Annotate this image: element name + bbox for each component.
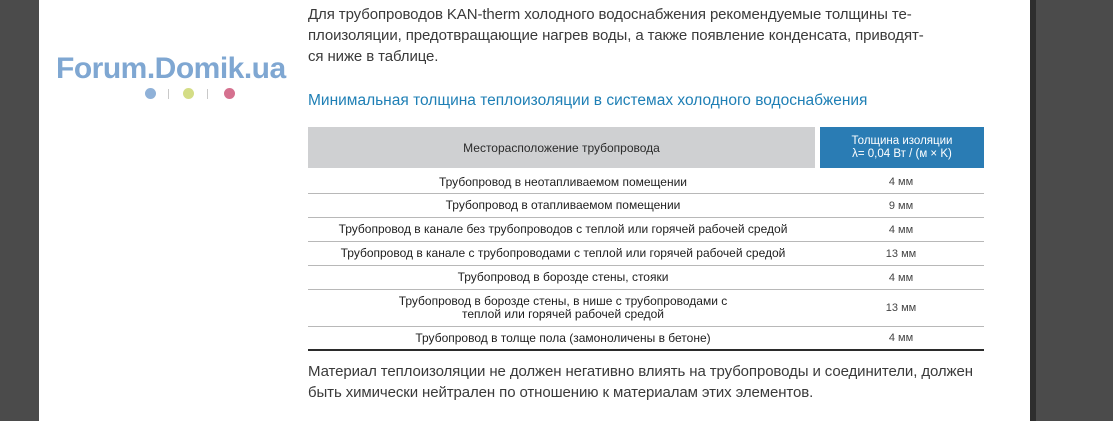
- row-location: Трубопровод в канале без трубопроводов с теплой или горячей рабочей средой: [338, 222, 788, 236]
- header-location: Месторасположение трубопровода: [308, 127, 815, 168]
- table-row: [308, 194, 984, 218]
- row-location: Трубопровод в борозде стены, стояки: [457, 270, 669, 284]
- forum-watermark-logo: Forum.Domik.ua: [56, 52, 286, 85]
- watermark-dot-blue: [145, 88, 156, 99]
- table-header: [308, 127, 984, 168]
- watermark-dot-pink: [224, 88, 235, 99]
- row-location: Трубопровод в отапливаемом помещении: [445, 198, 681, 212]
- watermark-separator: [168, 89, 169, 99]
- footer-paragraph: [308, 361, 998, 403]
- header-insulation-title: Толщина изоляции: [851, 134, 953, 147]
- table-row: [308, 290, 984, 327]
- intro-line-1: Для трубопроводов KAN-therm холодного водоснабжения рекомендуемые толщины те-: [308, 6, 912, 23]
- row-thickness: 4 мм: [888, 271, 914, 284]
- row-location: Трубопровод в толще пола (замоноличены в бетоне): [415, 330, 711, 345]
- row-location: Трубопровод в неотапливаемом помещении: [438, 174, 687, 189]
- table-row: [308, 327, 984, 351]
- row-thickness: 13 мм: [885, 302, 917, 314]
- section-title: Минимальная толщина теплоизоляции в системах холодного водоснабжения: [308, 92, 868, 109]
- footer-line-2: быть химически нейтрален по отношению к материалам этих элементов.: [308, 384, 814, 401]
- watermark-separator: [207, 89, 208, 99]
- page-edge-shadow: [1030, 0, 1036, 421]
- table-row: [308, 218, 984, 242]
- table-row: [308, 242, 984, 266]
- table-row: [308, 266, 984, 290]
- watermark-dot-green: [183, 88, 194, 99]
- footer-line-1: Материал теплоизоляции не должен негативно влиять на трубопроводы и соединители, должен: [308, 363, 973, 380]
- row-thickness: 4 мм: [888, 223, 914, 236]
- intro-line-2: плоизоляции, предотвращающие нагрев воды, а также появление конденсата, приводят-: [308, 27, 924, 44]
- document-page: [39, 0, 1030, 421]
- intro-line-3: ся ниже в таблице.: [308, 48, 439, 65]
- row-thickness: 4 мм: [888, 176, 914, 188]
- row-location: Трубопровод в канале с трубопроводами с теплой или горячей рабочей средой: [340, 246, 786, 260]
- row-thickness: 4 мм: [888, 332, 914, 344]
- header-insulation: [820, 127, 984, 168]
- row-thickness: 13 мм: [885, 247, 917, 260]
- table-row: [308, 171, 984, 194]
- intro-paragraph: [308, 4, 948, 67]
- header-insulation-unit: λ= 0,04 Вт / (м × K): [852, 147, 952, 160]
- row-location: Трубопровод в борозде стены, в нише с трубопроводами с теплой или горячей рабочей средой: [398, 294, 728, 321]
- row-thickness: 9 мм: [888, 199, 914, 212]
- insulation-table: [308, 127, 984, 351]
